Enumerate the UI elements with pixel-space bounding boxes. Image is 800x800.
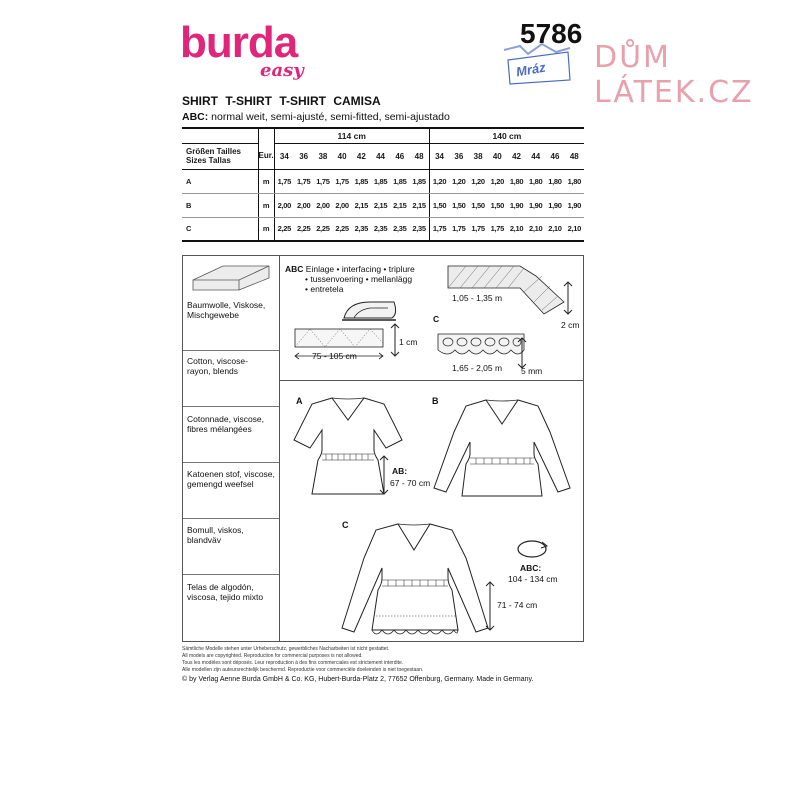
ab-length-label: AB: [392, 466, 408, 476]
strip-width: 1 cm [399, 337, 418, 347]
yardage-row [182, 217, 584, 241]
yardage-cell: 1,80 [507, 169, 526, 193]
legal-fr: Tous les modèles sont déposés. Leur reproduction à des fins commerciales est strictement interdite. [182, 660, 404, 666]
yardage-cell: 1,80 [545, 169, 564, 193]
divider [183, 406, 279, 407]
fabric-bolt-icon [189, 262, 273, 292]
yardage-cell: 1,50 [449, 193, 468, 217]
size-cell: 44 [371, 143, 390, 169]
brand-wordmark: burda [180, 18, 298, 67]
view-cell: B [182, 193, 258, 217]
size-cell: 46 [545, 143, 564, 169]
yardage-cell: 2,35 [352, 217, 371, 241]
yardage-cell: 1,90 [507, 193, 526, 217]
yardage-row [182, 169, 584, 193]
copyright-line: © by Verlag Aenne Burda GmbH & Co. KG, Hubert-Burda-Platz 2, 77652 Offenburg, Germany. Made in Germany. [182, 676, 534, 683]
shop-logo: DŮM LÁTEK.CZ [594, 40, 754, 110]
yardage-cell: 2,35 [371, 217, 390, 241]
bias-width: 2 cm [561, 320, 580, 330]
size-cell: 44 [526, 143, 545, 169]
interfacing-strip-icon [294, 328, 384, 350]
legal-en: All models are copyrighted. Reproduction for commercial purposes is not allowed. [182, 653, 363, 659]
lace-width: 5 mm [521, 366, 543, 376]
divider [183, 574, 279, 575]
lace-width-arrow-icon [516, 336, 528, 370]
garment-title: SHIRT T-SHIRT T-SHIRT CAMISA [182, 94, 381, 108]
yardage-cell: 2,25 [274, 217, 294, 241]
yardage-cell: 2,15 [371, 193, 390, 217]
yardage-cell: 1,85 [371, 169, 390, 193]
size-cell: 42 [507, 143, 526, 169]
yardage-cell: 2,10 [545, 217, 564, 241]
eur-label: Eur. [258, 143, 274, 169]
size-cell: 46 [390, 143, 409, 169]
yardage-cell: 1,90 [565, 193, 584, 217]
yardage-cell: 2,15 [409, 193, 429, 217]
yardage-cell: 1,20 [488, 169, 507, 193]
bias-length: 1,05 - 1,35 m [452, 293, 503, 303]
yardage-cell: 2,10 [526, 217, 545, 241]
hip-range: 104 - 134 cm [508, 574, 558, 584]
yardage-cell: 1,75 [449, 217, 468, 241]
brand-subline: easy [260, 60, 304, 81]
size-cell: 38 [468, 143, 487, 169]
yardage-cell: 2,35 [390, 217, 409, 241]
yardage-cell: 1,80 [526, 169, 545, 193]
view-c-label: C [342, 520, 349, 530]
width-header-row [182, 128, 584, 143]
yardage-cell: 1,90 [545, 193, 564, 217]
legal-nl: Alle modellen zijn auteursrechtelijk beschermd. Reproductie voor commerciële doeleinden is niet toegestaan. [182, 667, 424, 673]
yardage-row [182, 193, 584, 217]
yardage-cell: 2,25 [294, 217, 313, 241]
size-cell: 38 [313, 143, 332, 169]
view-b-shirt-icon [428, 392, 578, 502]
fabric-es: Telas de algodón, viscosa, tejido mixto [187, 582, 264, 602]
yardage-cell: 2,00 [274, 193, 294, 217]
divider [183, 518, 279, 519]
view-cell: A [182, 169, 258, 193]
yardage-cell: 1,50 [429, 193, 449, 217]
yardage-cell: 1,85 [352, 169, 371, 193]
fit-description [182, 111, 450, 123]
lace-view-label: C [433, 314, 440, 324]
size-cell: 40 [333, 143, 352, 169]
yardage-cell: 1,20 [449, 169, 468, 193]
yardage-cell: 2,10 [565, 217, 584, 241]
view-b-label: B [432, 396, 439, 406]
lace-length: 1,65 - 2,05 m [452, 363, 503, 373]
ab-length: 67 - 70 cm [390, 478, 431, 488]
yardage-cell: 1,75 [488, 217, 507, 241]
yardage-cell: 2,15 [390, 193, 409, 217]
unit-cell: m [258, 217, 274, 241]
fit-prefix: ABC: [182, 111, 209, 123]
retailer-stamp [498, 40, 576, 86]
unit-cell: m [258, 193, 274, 217]
yardage-cell: 1,85 [390, 169, 409, 193]
size-label: Größen Tailles Sizes Tallas [182, 143, 258, 169]
stamp-text: Mráz [514, 59, 547, 80]
strip-length: 75 - 105 cm [312, 351, 357, 361]
fabric-fr: Cotonnade, viscose, fibres mélangées [187, 414, 265, 434]
burda-easy-logo [180, 20, 310, 82]
view-c-shirt-icon [336, 518, 496, 646]
size-cell: 34 [429, 143, 449, 169]
yardage-cell: 1,75 [468, 217, 487, 241]
size-cell: 36 [294, 143, 313, 169]
view-cell: C [182, 217, 258, 241]
unit-cell: m [258, 169, 274, 193]
size-cell: 48 [409, 143, 429, 169]
fabric-sv: Bomull, viskos, blandväv [187, 525, 244, 545]
yardage-cell: 2,35 [409, 217, 429, 241]
bias-tape-icon [436, 262, 566, 318]
size-header-row [182, 143, 584, 169]
pattern-number: 5786 [520, 18, 583, 49]
yardage-cell: 1,90 [526, 193, 545, 217]
yardage-cell: 1,75 [294, 169, 313, 193]
c-length: 71 - 74 cm [497, 600, 538, 610]
divider [183, 462, 279, 463]
yardage-cell: 1,50 [488, 193, 507, 217]
size-cell: 40 [488, 143, 507, 169]
yardage-table [182, 127, 584, 242]
yardage-cell: 2,00 [313, 193, 332, 217]
yardage-cell: 2,15 [352, 193, 371, 217]
width-header-140: 140 cm [429, 128, 584, 143]
yardage-cell: 1,50 [468, 193, 487, 217]
yardage-cell: 2,25 [313, 217, 332, 241]
yardage-cell: 1,80 [565, 169, 584, 193]
yardage-cell: 2,00 [333, 193, 352, 217]
yardage-cell: 2,10 [507, 217, 526, 241]
yardage-cell: 1,75 [333, 169, 352, 193]
yardage-cell: 1,20 [429, 169, 449, 193]
yardage-cell: 1,75 [274, 169, 294, 193]
yardage-cell: 2,00 [294, 193, 313, 217]
yardage-body [182, 169, 584, 241]
yardage-cell: 2,25 [333, 217, 352, 241]
lace-trim-icon [436, 324, 526, 360]
yardage-cell: 1,75 [313, 169, 332, 193]
fabric-en: Cotton, viscose-rayon, blends [187, 356, 248, 376]
size-cell: 42 [352, 143, 371, 169]
size-cell: 48 [565, 143, 584, 169]
bias-width-arrow-icon [562, 280, 574, 316]
yardage-cell: 1,20 [468, 169, 487, 193]
legal-de: Sämtliche Modelle stehen unter Urheberschutz, gewerbliches Nacharbeiten ist nicht gestattet. [182, 646, 390, 652]
size-cell: 36 [449, 143, 468, 169]
hip-label: ABC: [520, 563, 542, 573]
yardage-cell: 1,75 [429, 217, 449, 241]
interfacing-label: ABC Einlage • interfacing • triplure • tussenvoering • mellanlägg • entretela [285, 264, 415, 294]
fabric-nl: Katoenen stof, viscose, gemengd weefsel [187, 469, 275, 489]
divider [183, 350, 279, 351]
size-cell: 34 [274, 143, 294, 169]
fit-text: normal weit, semi-ajusté, semi-fitted, semi-ajustado [208, 111, 450, 123]
fabric-de: Baumwolle, Viskose, Mischgewebe [187, 300, 266, 320]
hip-circumference-icon [514, 538, 550, 560]
yardage-cell: 1,85 [409, 169, 429, 193]
c-length-arrow-icon [484, 580, 496, 632]
fabric-panel [182, 255, 280, 642]
view-a-label: A [296, 396, 303, 406]
width-header-114: 114 cm [274, 128, 429, 143]
ab-length-arrow-icon [378, 454, 390, 496]
